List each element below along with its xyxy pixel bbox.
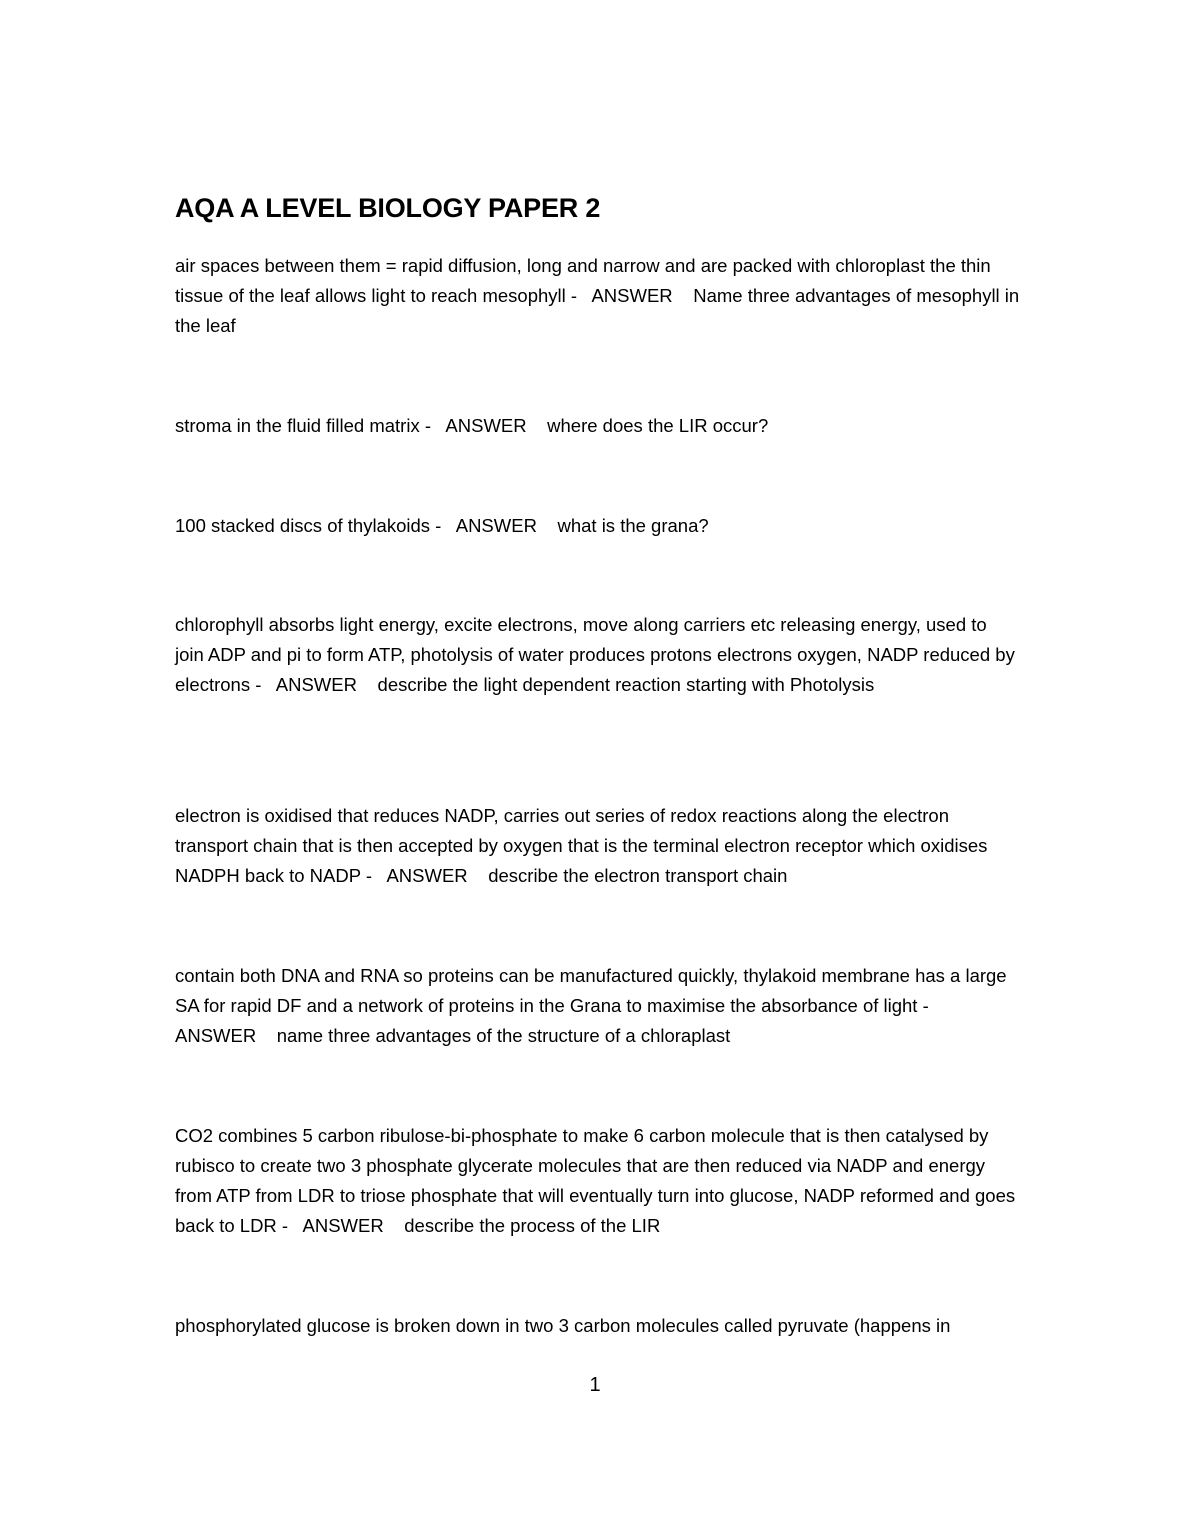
qa-paragraph-3: 100 stacked discs of thylakoids - ANSWER what is the grana? <box>175 515 709 536</box>
qa-paragraph-4: chlorophyll absorbs light energy, excite electrons, move along carriers etc releasing energy, used to join ADP and pi to form ATP, photolysis of water produces protons electrons oxygen, NADP reduced by electrons - ANSWER describe the light dependent reaction starting with Photolysis <box>175 614 1020 695</box>
qa-paragraph-8: phosphorylated glucose is broken down in two 3 carbon molecules called pyruvate (happens in <box>175 1315 951 1336</box>
document-title: AQA A LEVEL BIOLOGY PAPER 2 <box>175 193 601 223</box>
qa-paragraph-1: air spaces between them = rapid diffusion, long and narrow and are packed with chloroplast the thin tissue of the leaf allows light to reach mesophyll - ANSWER Name three advantages of mesophyll in the leaf <box>175 255 1025 336</box>
qa-paragraph-5: electron is oxidised that reduces NADP, carries out series of redox reactions along the electron transport chain that is then accepted by oxygen that is the terminal electron receptor which oxidises NADPH back to NADP - ANSWER describe the electron transport chain <box>175 805 993 886</box>
qa-paragraph-7: CO2 combines 5 carbon ribulose-bi-phosphate to make 6 carbon molecule that is then catalysed by rubisco to create two 3 phosphate glycerate molecules that are then reduced via NADP and energy from ATP from LDR to triose phosphate that will eventually turn into glucose, NADP reformed and goes back to LDR - ANSWER describe the process of the LIR <box>175 1125 1021 1236</box>
qa-paragraph-2: stroma in the fluid filled matrix - ANSWER where does the LIR occur? <box>175 415 769 436</box>
qa-paragraph-6: contain both DNA and RNA so proteins can be manufactured quickly, thylakoid membrane has a large SA for rapid DF and a network of proteins in the Grana to maximise the absorbance of light - ANSWER name three advantages of the structure of a chloraplast <box>175 965 1012 1046</box>
page-number: 1 <box>589 1374 601 1396</box>
